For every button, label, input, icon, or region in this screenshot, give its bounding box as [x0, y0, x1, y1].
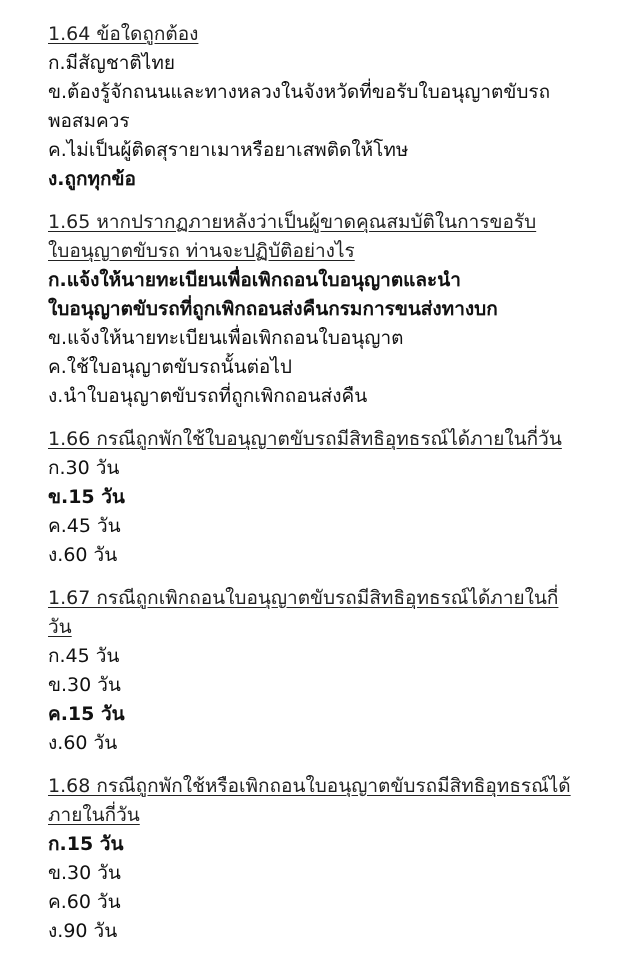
answer-option: ง.นำใบอนุญาตขับรถที่ถูกเพิกถอนส่งคืน — [48, 385, 368, 407]
answer-option: ข.30 วัน — [48, 862, 121, 884]
answer-option: พอสมควร — [48, 110, 130, 132]
correct-answer-option: ข.15 วัน — [48, 486, 125, 508]
answer-option: ก.30 วัน — [48, 457, 120, 479]
correct-answer-option: ค.15 วัน — [48, 703, 125, 725]
question-block — [48, 20, 628, 194]
answer-option: ค.60 วัน — [48, 891, 121, 913]
question-title: ใบอนุญาตขับรถ ท่านจะปฏิบัติอย่างไร — [48, 240, 355, 262]
answer-option: ค.ใช้ใบอนุญาตขับรถนั้นต่อไป — [48, 356, 292, 378]
answer-option: ก.มีสัญชาติไทย — [48, 52, 175, 74]
question-title: 1.68 กรณีถูกพักใช้หรือเพิกถอนใบอนุญาตขับรถมีสิทธิอุทธรณ์ได้ — [48, 775, 571, 797]
question-title: 1.64 ข้อใดถูกต้อง — [48, 23, 199, 45]
question-title: 1.66 กรณีถูกพักใช้ใบอนุญาตขับรถมีสิทธิอุทธรณ์ได้ภายในกี่วัน — [48, 428, 562, 450]
question-title: 1.65 หากปรากฏภายหลังว่าเป็นผู้ขาดคุณสมบัติในการขอรับ — [48, 211, 537, 233]
correct-answer-option: ใบอนุญาตขับรถที่ถูกเพิกถอนส่งคืนกรมการขนส่งทางบก — [48, 298, 498, 320]
quiz-document — [48, 20, 628, 960]
question-block — [48, 772, 628, 946]
question-title: ภายในกี่วัน — [48, 804, 140, 826]
answer-option: ข.30 วัน — [48, 674, 121, 696]
correct-answer-option: ก.แจ้งให้นายทะเบียนเพื่อเพิกถอนใบอนุญาตและนำ — [48, 269, 461, 291]
correct-answer-option: ง.ถูกทุกข้อ — [48, 168, 136, 190]
answer-option: ข.ต้องรู้จักถนนและทางหลวงในจังหวัดที่ขอรับใบอนุญาตขับรถ — [48, 81, 551, 103]
question-title: 1.67 กรณีถูกเพิกถอนใบอนุญาตขับรถมีสิทธิอุทธรณ์ได้ภายในกี่ — [48, 587, 559, 609]
answer-option: ง.90 วัน — [48, 920, 118, 942]
question-block — [48, 584, 628, 758]
question-title: วัน — [48, 616, 72, 638]
answer-option: ก.45 วัน — [48, 645, 120, 667]
answer-option: ง.60 วัน — [48, 544, 118, 566]
answer-option: ง.60 วัน — [48, 732, 118, 754]
correct-answer-option: ก.15 วัน — [48, 833, 124, 855]
question-block — [48, 208, 628, 411]
answer-option: ค.ไม่เป็นผู้ติดสุรายาเมาหรือยาเสพติดให้โทษ — [48, 139, 409, 161]
question-block — [48, 425, 628, 570]
answer-option: ข.แจ้งให้นายทะเบียนเพื่อเพิกถอนใบอนุญาต — [48, 327, 404, 349]
answer-option: ค.45 วัน — [48, 515, 121, 537]
